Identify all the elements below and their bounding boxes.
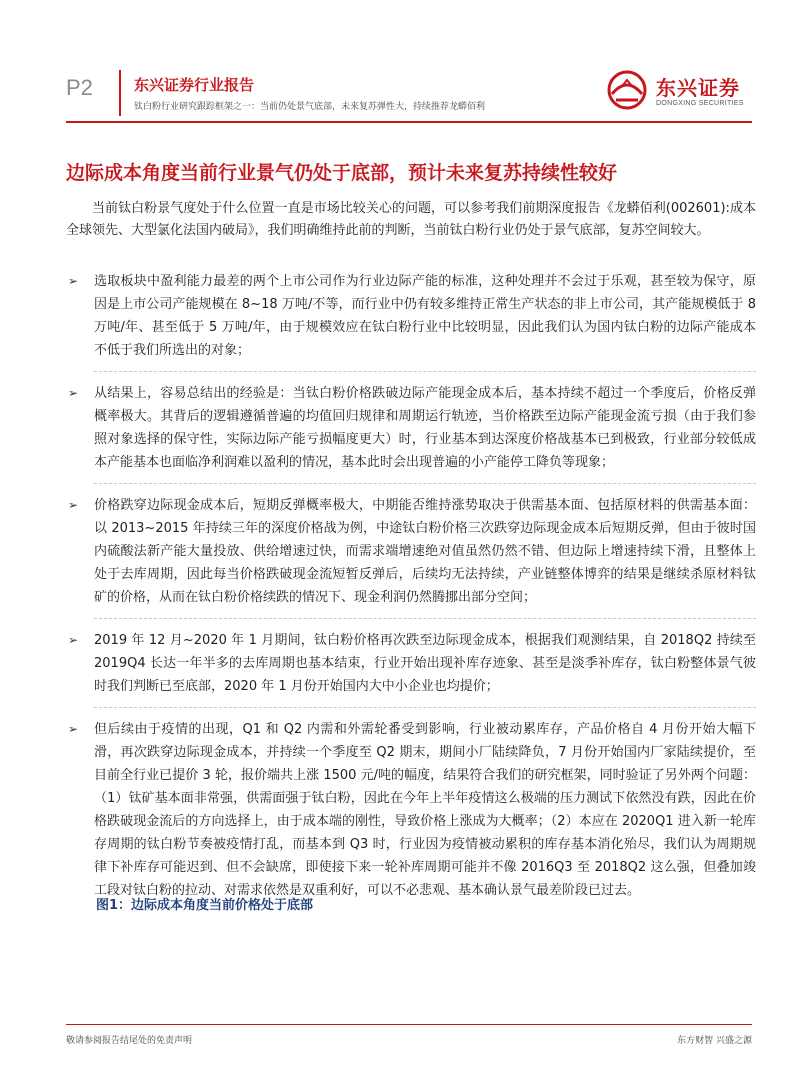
header-divider	[119, 70, 121, 116]
bullet-item	[66, 718, 756, 902]
bullet-text: 选取板块中盈利能力最差的两个上市公司作为行业边际产能的标准，这种处理并不会过于乐观，甚至较为保守，原因是上市公司产能规模在 8~18 万吨/不等，而行业中仍有较多维持正常生产状态的非上市公司，其产能规模低于 8 万吨/年、甚至低于 5 万吨/年，由于规模效应在钛白粉行业中比较明显，因此我们认为国内钛白粉的边际产能成本不低于我们所选出的对象；	[94, 274, 756, 358]
bullet-text: 从结果上，容易总结出的经验是：当钛白粉价格跌破边际产能现金成本后，基本持续不超过一个季度后，价格反弹概率极大。其背后的逻辑遵循普遍的均值回归规律和周期运行轨迹，当价格跌至边际产能现金流亏损（由于我们参照对象选择的保守性，实际边际产能亏损幅度更大）时，行业基本到达深度价格战基本已到极致，行业部分较低成本产能基本也面临净利润难以盈利的情况，基本此时会出现普遍的小产能停工降负等现象；	[94, 386, 756, 470]
bullet-item	[66, 270, 756, 362]
page-number: P2	[66, 75, 93, 100]
bullet-item	[66, 382, 756, 474]
intro-text: 当前钛白粉景气度处于什么位置一直是市场比较关心的问题，可以参考我们前期深度报告《龙蟒佰利(002601):成本全球领先、大型氯化法国内破局》，我们明确维持此前的判断，当前钛白粉行业仍处于景气底部，复苏空间较大。	[66, 201, 756, 238]
report-name: 东兴证券行业报告	[134, 76, 255, 94]
bullet-separator	[66, 618, 756, 620]
intro-paragraph	[66, 198, 756, 242]
company-logo	[604, 70, 754, 114]
logo-mark-icon	[604, 70, 650, 110]
logo-text-cn: 东兴证券	[656, 76, 740, 100]
bullet-text: 但后续由于疫情的出现，Q1 和 Q2 内需和外需轮番受到影响，行业被动累库存，产品价格自 4 月份开始大幅下滑，再次跌穿边际现金成本，并持续一个季度至 Q2 期末，期间小厂陆续降负，7 月份开始国内厂家陆续提价，至目前全行业已提价 3 轮，报价端共上涨 1500 元/吨的幅度，结果符合我们的研究框架，同时验证了另外两个问题：（1）钛矿基本面非常强，供需面强于钛白粉，因此在今年上半年疫情这么极端的压力测试下依然没有跌，因此在价格跌破现金流后的方向选择上，由于成本端的刚性，导致价格上涨成为大概率；（2）本应在 2020Q1 进入新一轮库存周期的钛白粉节奏被疫情打乱，而基本到 Q3 时，行业因为疫情被动累积的库存基本消化殆尽，我们认为周期规律下补库存可能迟到、但不会缺席，即使接下来一轮补库周期可能并不像 2016Q3 至 2018Q2 这么强，但叠加竣工段对钛白粉的拉动、对需求依然是双重利好，可以不必悲观、基本确认景气最差阶段已过去。	[94, 722, 756, 898]
footer-rule	[66, 1024, 752, 1025]
bullet-list	[66, 270, 756, 902]
bullet-separator	[66, 483, 756, 485]
bullet-item	[66, 494, 756, 609]
arrow-bullet-icon: ➢	[68, 498, 79, 512]
bullet-separator	[66, 707, 756, 709]
section-title: 边际成本角度当前行业景气仍处于底部，预计未来复苏持续性较好	[66, 162, 618, 184]
arrow-bullet-icon: ➢	[68, 633, 79, 647]
report-subtitle: 钛白粉行业研究跟踪框架之一：当前仍处景气底部，未来复苏弹性大，持续推荐龙蟒佰利	[134, 102, 486, 112]
footer-slogan: 东方财智 兴盛之源	[677, 1036, 752, 1046]
bullet-text: 2019 年 12 月~2020 年 1 月期间，钛白粉价格再次跌至边际现金成本，根据我们观测结果，自 2018Q2 持续至 2019Q4 长达一年半多的去库周期也基本结束，行业开始出现补库存迹象、甚至是淡季补库存，钛白粉整体景气彼时我们判断已至底部，2020 年 1 月份开始国内大中小企业也均提价；	[94, 633, 756, 694]
arrow-bullet-icon: ➢	[68, 386, 79, 400]
footer-disclaimer: 敬请参阅报告结尾处的免责声明	[66, 1036, 193, 1046]
bullet-text: 价格跌穿边际现金成本后，短期反弹概率极大，中期能否维持涨势取决于供需基本面、包括原材料的供需基本面：以 2013~2015 年持续三年的深度价格战为例，中途钛白粉价格三次跌穿边际现金成本后短期反弹，但由于彼时国内硫酸法新产能大量投放、供给增速过快，而需求端增速绝对值虽然仍然不错、但边际上增速持续下滑，且整体上处于去库周期，因此每当价格跌破现金流短暂反弹后，后续均无法持续，产业链整体博弈的结果是继续杀原材料钛矿的价格，从而在钛白粉价格续跌的情况下、现金利润仍然腾挪出部分空间；	[94, 498, 756, 605]
header-rule	[66, 121, 752, 123]
page-header	[0, 0, 800, 130]
arrow-bullet-icon: ➢	[68, 722, 79, 736]
arrow-bullet-icon: ➢	[68, 274, 79, 288]
figure-caption: 图1：边际成本角度当前价格处于底部	[96, 898, 314, 913]
logo-text-en: DONGXING SECURITIES	[656, 100, 744, 107]
bullet-separator	[66, 371, 756, 373]
bullet-item	[66, 629, 756, 698]
